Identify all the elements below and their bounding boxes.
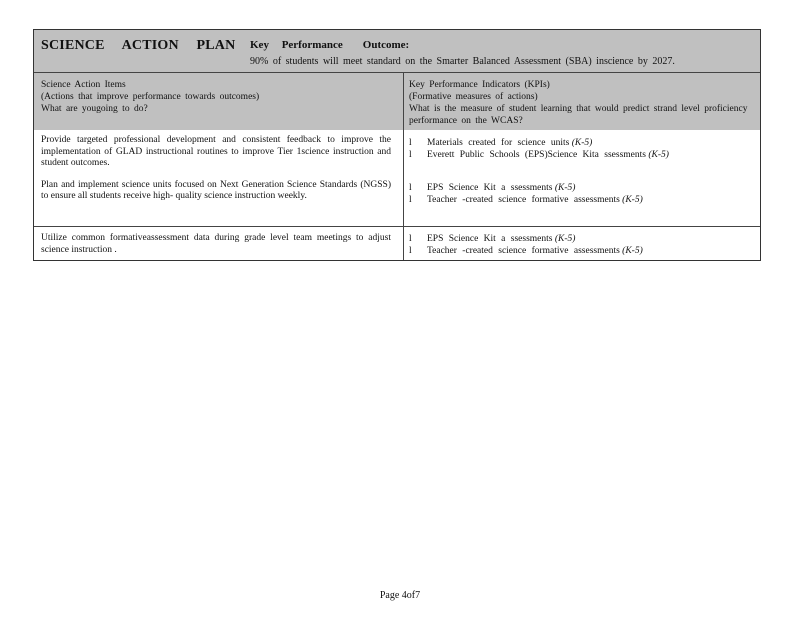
action-item: Utilize common formativeassessment data during grade level team meetings to adjust science instruction . [41, 233, 391, 255]
kpi-text: Everett Public Schools (EPS)Science Kita ssessments [427, 149, 646, 160]
page-number: Page 4of7 [379, 590, 421, 601]
grade-range: (K-5) [622, 194, 643, 205]
bullet-icon: l [409, 183, 412, 193]
bullet-icon: l [409, 234, 412, 244]
actions-header-title: Science Action Items [41, 80, 126, 90]
bullet-icon: l [409, 194, 412, 205]
grade-range: (K-5) [571, 138, 593, 148]
column-header-actions [41, 79, 396, 115]
kpis-header-title: Key Performance Indicators (KPIs) [409, 80, 550, 90]
action-cell [41, 233, 391, 256]
kpi-item [409, 234, 754, 246]
grade-range: (K-5) [648, 149, 669, 160]
key-performance-outcome-label [250, 39, 409, 51]
kpis-header-subtitle: (Formative measures of actions) [409, 92, 538, 102]
action-item: Plan and implement science units focused on Next Generation Science Standards (NGSS) to ensure all students receive high- quality science instruction weekly. [41, 179, 391, 201]
key-performance-outcome-text: 90% of students will meet standard on the Smarter Balanced Assessment (SBA) inscience by 2027. [250, 56, 675, 67]
plan-header [34, 30, 760, 73]
kpi-cell [409, 138, 754, 206]
grade-range: (K-5) [554, 183, 576, 193]
kpi-item [409, 150, 754, 162]
kpi-text: Materials created for science units [427, 138, 570, 148]
kpi-cell [409, 234, 754, 257]
action-plan-table [33, 29, 761, 261]
column-header-kpis [409, 79, 754, 127]
column-headers [34, 73, 760, 130]
kpi-text: Teacher -created science formative assessments [427, 194, 620, 205]
kpi-text: Teacher -created science formative assessments [427, 245, 620, 256]
actions-header-subtitle: (Actions that improve performance towards outcomes) [41, 92, 260, 102]
table-row [34, 130, 760, 227]
kpi-item [409, 138, 754, 150]
kpi-text: EPS Science Kit a ssessments [427, 234, 553, 244]
kpi-item [409, 195, 754, 207]
action-cell [41, 135, 391, 213]
kpi-text: EPS Science Kit a ssessments [427, 183, 553, 193]
kpo-label-part2: Outcome: [362, 39, 410, 51]
bullet-icon: l [409, 138, 412, 148]
bullet-icon: l [409, 245, 412, 256]
plan-title: SCIENCE ACTION PLAN [41, 38, 236, 53]
table-row [34, 227, 760, 261]
grade-range: (K-5) [622, 245, 643, 256]
bullet-icon: l [409, 149, 412, 160]
kpi-item [409, 246, 754, 258]
actions-header-question: What are yougoing to do? [41, 104, 148, 114]
kpo-label-part1: Key Performance [250, 39, 343, 51]
grade-range: (K-5) [554, 234, 576, 244]
kpi-item [409, 183, 754, 195]
kpis-header-question: What is the measure of student learning that would predict strand level proficiency performance on the WCAS? [409, 104, 748, 126]
action-item: Provide targeted professional development and consistent feedback to improve the implementation of GLAD instructional routines to improve Tier 1science instruction and student outcomes. [41, 135, 391, 168]
